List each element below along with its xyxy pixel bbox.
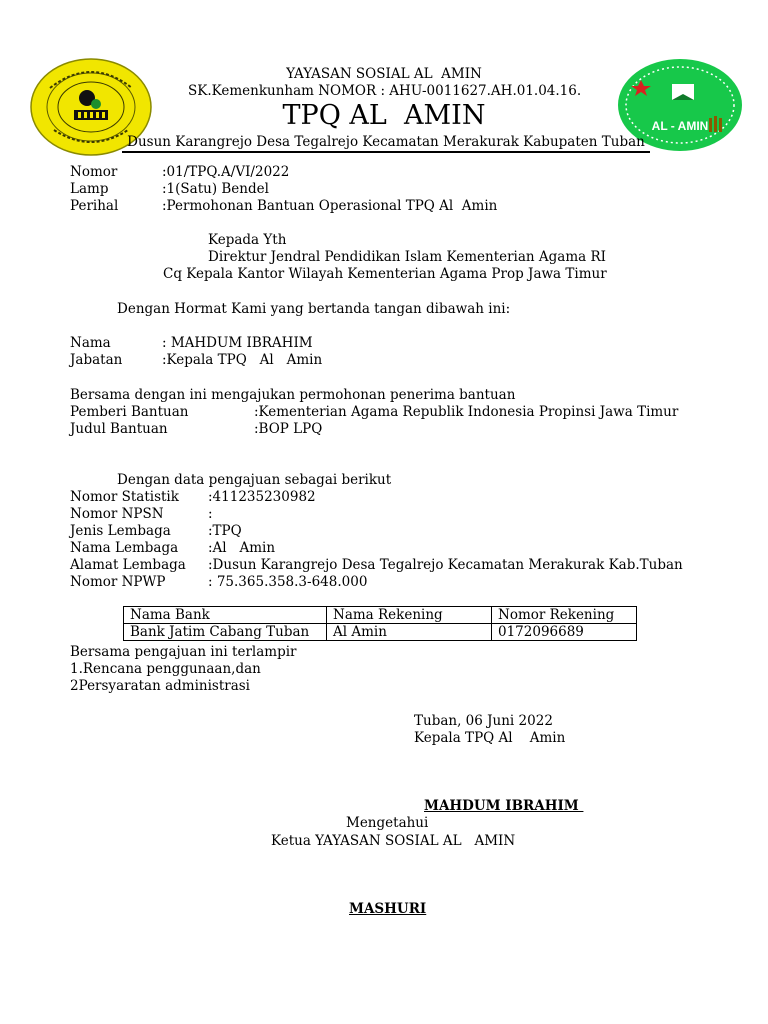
data-label-alamat: Alamat Lembaga	[70, 557, 186, 573]
data-label-statistik: Nomor Statistik	[70, 489, 179, 505]
signer-position-value: :Kepala TPQ Al Amin	[162, 352, 323, 368]
data-value-jenis: :TPQ	[208, 523, 242, 539]
request-title-value: :BOP LPQ	[254, 421, 323, 437]
closing-position: Kepala TPQ Al Amin	[414, 730, 566, 746]
approval-known: Mengetahui	[346, 815, 429, 831]
bank-table-header: Nama Bank	[124, 607, 327, 624]
data-value-nama: :Al Amin	[208, 540, 276, 556]
meta-perihal-value: :Permohonan Bantuan Operasional TPQ Al Amin	[162, 198, 498, 214]
signer-name-label: Nama	[70, 335, 111, 351]
data-intro: Dengan data pengajuan sebagai berikut	[117, 472, 392, 488]
recipient-line-1: Kepada Yth	[208, 232, 287, 248]
recipient-line-2: Direktur Jendral Pendidikan Islam Kementerian Agama RI	[208, 249, 606, 265]
recipient-line-3: Cq Kepala Kantor Wilayah Kementerian Agama Prop Jawa Timur	[163, 266, 607, 282]
meta-nomor-label: Nomor	[70, 164, 118, 180]
approver-signature-name: MASHURI	[349, 901, 427, 917]
bank-name-cell: Bank Jatim Cabang Tuban	[124, 624, 327, 641]
meta-lamp-label: Lamp	[70, 181, 109, 197]
bank-table	[123, 606, 637, 641]
table-row	[124, 624, 637, 641]
data-value-alamat: :Dusun Karangrejo Desa Tegalrejo Kecamatan Merakurak Kab.Tuban	[208, 557, 683, 573]
data-label-npsn: Nomor NPSN	[70, 506, 164, 522]
account-number-cell: 0172096689	[492, 624, 637, 641]
meta-perihal-label: Perihal	[70, 198, 119, 214]
request-giver-label: Pemberi Bantuan	[70, 404, 189, 420]
bank-table-header-row	[124, 607, 637, 624]
account-name-cell: Al Amin	[327, 624, 492, 641]
org-address: Dusun Karangrejo Desa Tegalrejo Kecamatan Merakurak Kabupaten Tuban	[127, 134, 645, 150]
attachments-intro: Bersama pengajuan ini terlampir	[70, 644, 297, 660]
attachment-item-1: 1.Rencana penggunaan,dan	[70, 661, 261, 677]
signer-name-value: : MAHDUM IBRAHIM	[162, 335, 313, 351]
org-name: YAYASAN SOSIAL AL AMIN	[286, 66, 482, 82]
data-label-jenis: Jenis Lembaga	[70, 523, 171, 539]
signer-signature-name: MAHDUM IBRAHIM	[424, 798, 584, 814]
data-label-npwp: Nomor NPWP	[70, 574, 166, 590]
meta-nomor-value: :01/TPQ.A/VI/2022	[162, 164, 290, 180]
page-title: TPQ AL AMIN	[282, 100, 486, 131]
header-divider	[122, 151, 650, 153]
request-intro: Bersama dengan ini mengajukan permohonan penerima bantuan	[70, 387, 516, 403]
sk-number: SK.Kemenkunham NOMOR : AHU-0011627.AH.01.04.16.	[188, 83, 582, 99]
request-giver-value: :Kementerian Agama Republik Indonesia Propinsi Jawa Timur	[254, 404, 679, 420]
data-label-nama: Nama Lembaga	[70, 540, 179, 556]
bank-table-header: Nomor Rekening	[492, 607, 637, 624]
logo-right-text: AL - AMIN	[651, 119, 709, 133]
data-value-statistik: :411235230982	[208, 489, 316, 505]
place-date: Tuban, 06 Juni 2022	[414, 713, 553, 729]
signer-position-label: Jabatan	[70, 352, 123, 368]
approval-position: Ketua YAYASAN SOSIAL AL AMIN	[271, 833, 516, 849]
greeting: Dengan Hormat Kami yang bertanda tangan dibawah ini:	[117, 301, 511, 317]
data-value-npwp: : 75.365.358.3-648.000	[208, 574, 368, 590]
bank-table-header: Nama Rekening	[327, 607, 492, 624]
request-title-label: Judul Bantuan	[70, 421, 168, 437]
attachment-item-2: 2Persyaratan administrasi	[70, 678, 250, 694]
meta-lamp-value: :1(Satu) Bendel	[162, 181, 269, 197]
data-value-npsn: :	[208, 506, 213, 522]
